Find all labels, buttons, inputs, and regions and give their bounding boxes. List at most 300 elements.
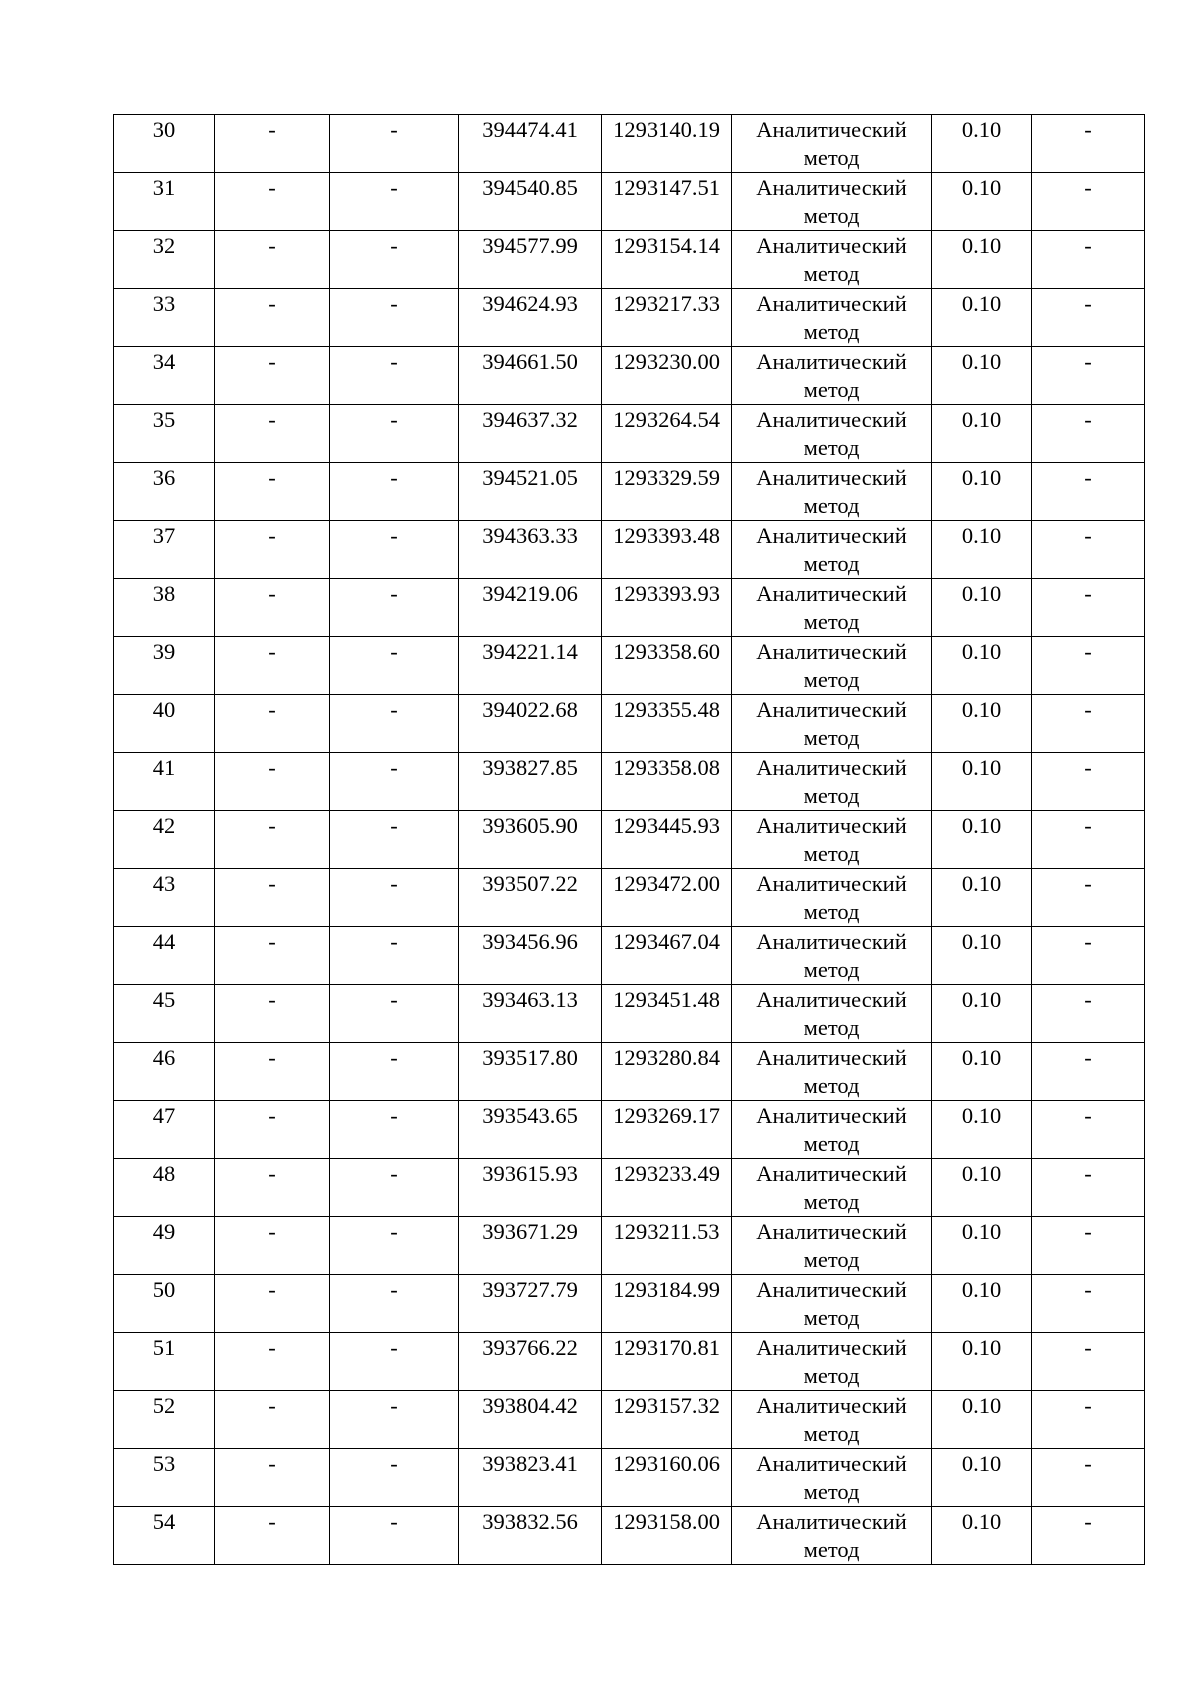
cell-text: Аналитический метод <box>756 407 907 460</box>
accuracy-cell <box>932 347 1032 405</box>
method-cell <box>732 1217 932 1275</box>
empty-cell-a <box>215 985 330 1043</box>
empty-cell-b <box>330 231 459 289</box>
method-cell <box>732 753 932 811</box>
empty-cell-b <box>330 347 459 405</box>
y-coordinate-cell <box>602 869 732 927</box>
point-number-cell <box>114 231 215 289</box>
cell-text: Аналитический метод <box>756 755 907 808</box>
cell-text: 393827.85 <box>482 755 578 780</box>
cell-text: Аналитический метод <box>756 117 907 170</box>
method-cell <box>732 1449 932 1507</box>
y-coordinate-cell <box>602 927 732 985</box>
empty-cell-b <box>330 695 459 753</box>
cell-text: - <box>1084 233 1092 258</box>
cell-text: 394022.68 <box>482 697 578 722</box>
accuracy-cell <box>932 1507 1032 1565</box>
point-number-cell <box>114 1159 215 1217</box>
x-coordinate-cell <box>459 115 602 173</box>
cell-text: 0.10 <box>961 755 1002 780</box>
accuracy-cell <box>932 1333 1032 1391</box>
empty-cell-c <box>1032 1217 1145 1275</box>
empty-cell-c <box>1032 405 1145 463</box>
cell-text: Аналитический метод <box>756 233 907 286</box>
cell-text: 34 <box>152 349 176 374</box>
y-coordinate-cell <box>602 463 732 521</box>
table-row <box>114 173 1145 231</box>
cell-text: Аналитический метод <box>756 1451 907 1504</box>
cell-text: 0.10 <box>961 581 1002 606</box>
cell-text: Аналитический метод <box>756 987 907 1040</box>
cell-text: 393463.13 <box>482 987 578 1012</box>
cell-text: 393766.22 <box>482 1335 578 1360</box>
empty-cell-a <box>215 1101 330 1159</box>
cell-text: Аналитический метод <box>756 1509 907 1562</box>
cell-text: - <box>390 523 398 548</box>
coordinates-table-body <box>114 115 1145 1565</box>
method-cell <box>732 927 932 985</box>
empty-cell-c <box>1032 695 1145 753</box>
accuracy-cell <box>932 1043 1032 1101</box>
cell-text: 394521.05 <box>482 465 578 490</box>
x-coordinate-cell <box>459 289 602 347</box>
cell-text: Аналитический метод <box>756 813 907 866</box>
empty-cell-a <box>215 1391 330 1449</box>
cell-text: Аналитический метод <box>756 465 907 518</box>
cell-text: Аналитический метод <box>756 697 907 750</box>
x-coordinate-cell <box>459 695 602 753</box>
table-row <box>114 695 1145 753</box>
cell-text: - <box>390 291 398 316</box>
method-cell <box>732 1043 932 1101</box>
method-cell <box>732 869 932 927</box>
method-cell <box>732 1333 932 1391</box>
cell-text: 1293160.06 <box>613 1451 720 1476</box>
cell-text: - <box>1084 465 1092 490</box>
accuracy-cell <box>932 869 1032 927</box>
cell-text: - <box>1084 523 1092 548</box>
y-coordinate-cell <box>602 1391 732 1449</box>
cell-text: 37 <box>152 523 176 548</box>
cell-text: - <box>268 1161 276 1186</box>
x-coordinate-cell <box>459 231 602 289</box>
method-cell <box>732 1275 932 1333</box>
method-cell <box>732 405 932 463</box>
empty-cell-c <box>1032 231 1145 289</box>
cell-text: 1293147.51 <box>613 175 720 200</box>
empty-cell-b <box>330 1333 459 1391</box>
y-coordinate-cell <box>602 1275 732 1333</box>
cell-text: 0.10 <box>961 1219 1002 1244</box>
cell-text: - <box>1084 117 1092 142</box>
empty-cell-c <box>1032 173 1145 231</box>
cell-text: 40 <box>152 697 176 722</box>
empty-cell-b <box>330 405 459 463</box>
cell-text: 43 <box>152 871 176 896</box>
cell-text: 0.10 <box>961 1277 1002 1302</box>
empty-cell-a <box>215 405 330 463</box>
empty-cell-c <box>1032 753 1145 811</box>
cell-text: 0.10 <box>961 291 1002 316</box>
cell-text: - <box>268 1393 276 1418</box>
method-cell <box>732 347 932 405</box>
x-coordinate-cell <box>459 463 602 521</box>
cell-text: - <box>268 929 276 954</box>
method-cell <box>732 637 932 695</box>
table-row <box>114 1507 1145 1565</box>
point-number-cell <box>114 985 215 1043</box>
empty-cell-c <box>1032 579 1145 637</box>
point-number-cell <box>114 1507 215 1565</box>
table-row <box>114 811 1145 869</box>
cell-text: 0.10 <box>961 349 1002 374</box>
point-number-cell <box>114 811 215 869</box>
cell-text: 0.10 <box>961 175 1002 200</box>
empty-cell-c <box>1032 811 1145 869</box>
x-coordinate-cell <box>459 1101 602 1159</box>
cell-text: 1293158.00 <box>613 1509 720 1534</box>
cell-text: - <box>268 465 276 490</box>
cell-text: 32 <box>152 233 176 258</box>
cell-text: 1293280.84 <box>613 1045 720 1070</box>
empty-cell-b <box>330 173 459 231</box>
y-coordinate-cell <box>602 753 732 811</box>
y-coordinate-cell <box>602 811 732 869</box>
cell-text: 1293269.17 <box>613 1103 720 1128</box>
cell-text: 0.10 <box>961 1393 1002 1418</box>
accuracy-cell <box>932 463 1032 521</box>
cell-text: - <box>1084 1045 1092 1070</box>
cell-text: 1293393.93 <box>613 581 720 606</box>
method-cell <box>732 463 932 521</box>
empty-cell-b <box>330 753 459 811</box>
empty-cell-b <box>330 1217 459 1275</box>
cell-text: 393517.80 <box>482 1045 578 1070</box>
empty-cell-c <box>1032 1275 1145 1333</box>
cell-text: 1293170.81 <box>613 1335 720 1360</box>
cell-text: 45 <box>152 987 176 1012</box>
empty-cell-a <box>215 579 330 637</box>
empty-cell-c <box>1032 637 1145 695</box>
cell-text: 46 <box>152 1045 176 1070</box>
empty-cell-a <box>215 1333 330 1391</box>
table-row <box>114 115 1145 173</box>
point-number-cell <box>114 1275 215 1333</box>
method-cell <box>732 521 932 579</box>
cell-text: - <box>268 291 276 316</box>
empty-cell-b <box>330 289 459 347</box>
empty-cell-a <box>215 173 330 231</box>
cell-text: 1293154.14 <box>613 233 720 258</box>
cell-text: 33 <box>152 291 176 316</box>
cell-text: 1293329.59 <box>613 465 720 490</box>
cell-text: - <box>268 523 276 548</box>
empty-cell-b <box>330 521 459 579</box>
empty-cell-b <box>330 1507 459 1565</box>
accuracy-cell <box>932 173 1032 231</box>
empty-cell-c <box>1032 347 1145 405</box>
table-row <box>114 1449 1145 1507</box>
accuracy-cell <box>932 1391 1032 1449</box>
empty-cell-b <box>330 1449 459 1507</box>
table-row <box>114 405 1145 463</box>
table-row <box>114 1333 1145 1391</box>
x-coordinate-cell <box>459 869 602 927</box>
cell-text: - <box>1084 1509 1092 1534</box>
y-coordinate-cell <box>602 347 732 405</box>
table-row <box>114 231 1145 289</box>
cell-text: - <box>390 465 398 490</box>
cell-text: 394661.50 <box>482 349 578 374</box>
empty-cell-c <box>1032 927 1145 985</box>
cell-text: - <box>268 233 276 258</box>
cell-text: - <box>268 1103 276 1128</box>
table-row <box>114 347 1145 405</box>
point-number-cell <box>114 927 215 985</box>
point-number-cell <box>114 869 215 927</box>
x-coordinate-cell <box>459 927 602 985</box>
cell-text: 1293358.08 <box>613 755 720 780</box>
empty-cell-b <box>330 579 459 637</box>
cell-text: 41 <box>152 755 176 780</box>
cell-text: 0.10 <box>961 697 1002 722</box>
cell-text: 1293358.60 <box>613 639 720 664</box>
cell-text: 393804.42 <box>482 1393 578 1418</box>
cell-text: 394540.85 <box>482 175 578 200</box>
empty-cell-a <box>215 1159 330 1217</box>
cell-text: - <box>268 987 276 1012</box>
cell-text: 1293140.19 <box>613 117 720 142</box>
empty-cell-c <box>1032 1333 1145 1391</box>
cell-text: - <box>1084 1161 1092 1186</box>
method-cell <box>732 1101 932 1159</box>
cell-text: - <box>268 755 276 780</box>
cell-text: - <box>268 1451 276 1476</box>
cell-text: - <box>390 349 398 374</box>
cell-text: 0.10 <box>961 1103 1002 1128</box>
cell-text: - <box>1084 175 1092 200</box>
cell-text: - <box>268 581 276 606</box>
cell-text: Аналитический метод <box>756 1219 907 1272</box>
cell-text: 31 <box>152 175 176 200</box>
empty-cell-b <box>330 811 459 869</box>
y-coordinate-cell <box>602 637 732 695</box>
empty-cell-b <box>330 1275 459 1333</box>
cell-text: - <box>268 349 276 374</box>
cell-text: - <box>390 987 398 1012</box>
point-number-cell <box>114 463 215 521</box>
cell-text: 0.10 <box>961 523 1002 548</box>
y-coordinate-cell <box>602 1449 732 1507</box>
cell-text: - <box>390 755 398 780</box>
cell-text: 1293217.33 <box>613 291 720 316</box>
cell-text: - <box>390 1219 398 1244</box>
cell-text: - <box>268 813 276 838</box>
cell-text: - <box>390 813 398 838</box>
accuracy-cell <box>932 1275 1032 1333</box>
method-cell <box>732 985 932 1043</box>
cell-text: 0.10 <box>961 639 1002 664</box>
method-cell <box>732 1507 932 1565</box>
y-coordinate-cell <box>602 695 732 753</box>
cell-text: - <box>390 697 398 722</box>
table-row <box>114 869 1145 927</box>
cell-text: 53 <box>152 1451 176 1476</box>
cell-text: - <box>1084 291 1092 316</box>
cell-text: 393615.93 <box>482 1161 578 1186</box>
table-row <box>114 1101 1145 1159</box>
y-coordinate-cell <box>602 1507 732 1565</box>
point-number-cell <box>114 347 215 405</box>
empty-cell-c <box>1032 521 1145 579</box>
cell-text: 394363.33 <box>482 523 578 548</box>
y-coordinate-cell <box>602 173 732 231</box>
cell-text: 394474.41 <box>482 117 578 142</box>
y-coordinate-cell <box>602 1159 732 1217</box>
empty-cell-a <box>215 1217 330 1275</box>
y-coordinate-cell <box>602 1217 732 1275</box>
cell-text: - <box>1084 639 1092 664</box>
cell-text: - <box>390 639 398 664</box>
cell-text: 30 <box>152 117 176 142</box>
x-coordinate-cell <box>459 1333 602 1391</box>
cell-text: 394624.93 <box>482 291 578 316</box>
cell-text: 54 <box>152 1509 176 1534</box>
y-coordinate-cell <box>602 231 732 289</box>
cell-text: 393823.41 <box>482 1451 578 1476</box>
cell-text: - <box>390 1277 398 1302</box>
cell-text: 49 <box>152 1219 176 1244</box>
cell-text: 394577.99 <box>482 233 578 258</box>
method-cell <box>732 1159 932 1217</box>
empty-cell-b <box>330 1043 459 1101</box>
empty-cell-a <box>215 1449 330 1507</box>
table-row <box>114 1159 1145 1217</box>
point-number-cell <box>114 579 215 637</box>
cell-text: - <box>268 871 276 896</box>
cell-text: 44 <box>152 929 176 954</box>
cell-text: 0.10 <box>961 1451 1002 1476</box>
empty-cell-b <box>330 637 459 695</box>
table-row <box>114 1217 1145 1275</box>
point-number-cell <box>114 1391 215 1449</box>
x-coordinate-cell <box>459 985 602 1043</box>
cell-text: Аналитический метод <box>756 1045 907 1098</box>
accuracy-cell <box>932 1159 1032 1217</box>
point-number-cell <box>114 1449 215 1507</box>
x-coordinate-cell <box>459 811 602 869</box>
cell-text: - <box>390 407 398 432</box>
empty-cell-b <box>330 1159 459 1217</box>
cell-text: - <box>268 175 276 200</box>
accuracy-cell <box>932 1449 1032 1507</box>
x-coordinate-cell <box>459 405 602 463</box>
cell-text: 0.10 <box>961 465 1002 490</box>
cell-text: 35 <box>152 407 176 432</box>
method-cell <box>732 173 932 231</box>
cell-text: Аналитический метод <box>756 175 907 228</box>
cell-text: - <box>1084 1393 1092 1418</box>
cell-text: 394221.14 <box>482 639 578 664</box>
cell-text: 393605.90 <box>482 813 578 838</box>
cell-text: - <box>1084 697 1092 722</box>
point-number-cell <box>114 1043 215 1101</box>
cell-text: - <box>1084 929 1092 954</box>
method-cell <box>732 1391 932 1449</box>
cell-text: 393832.56 <box>482 1509 578 1534</box>
empty-cell-b <box>330 1101 459 1159</box>
table-row <box>114 289 1145 347</box>
cell-text: 394637.32 <box>482 407 578 432</box>
cell-text: 48 <box>152 1161 176 1186</box>
cell-text: - <box>390 929 398 954</box>
point-number-cell <box>114 115 215 173</box>
cell-text: Аналитический метод <box>756 349 907 402</box>
table-row <box>114 579 1145 637</box>
accuracy-cell <box>932 985 1032 1043</box>
cell-text: - <box>390 1161 398 1186</box>
method-cell <box>732 231 932 289</box>
empty-cell-a <box>215 869 330 927</box>
cell-text: 1293467.04 <box>613 929 720 954</box>
cell-text: - <box>268 639 276 664</box>
cell-text: 1293393.48 <box>613 523 720 548</box>
cell-text: 0.10 <box>961 233 1002 258</box>
cell-text: - <box>390 871 398 896</box>
cell-text: - <box>268 117 276 142</box>
x-coordinate-cell <box>459 637 602 695</box>
cell-text: 0.10 <box>961 871 1002 896</box>
method-cell <box>732 579 932 637</box>
cell-text: 0.10 <box>961 1045 1002 1070</box>
cell-text: - <box>390 1509 398 1534</box>
cell-text: - <box>390 1451 398 1476</box>
point-number-cell <box>114 1333 215 1391</box>
point-number-cell <box>114 173 215 231</box>
cell-text: 0.10 <box>961 1161 1002 1186</box>
cell-text: - <box>390 1393 398 1418</box>
empty-cell-c <box>1032 1101 1145 1159</box>
empty-cell-c <box>1032 463 1145 521</box>
x-coordinate-cell <box>459 347 602 405</box>
cell-text: - <box>268 1509 276 1534</box>
empty-cell-c <box>1032 115 1145 173</box>
empty-cell-a <box>215 1507 330 1565</box>
cell-text: 0.10 <box>961 813 1002 838</box>
point-number-cell <box>114 289 215 347</box>
empty-cell-a <box>215 1043 330 1101</box>
cell-text: - <box>1084 813 1092 838</box>
accuracy-cell <box>932 927 1032 985</box>
cell-text: Аналитический метод <box>756 929 907 982</box>
cell-text: - <box>1084 1335 1092 1360</box>
cell-text: - <box>1084 755 1092 780</box>
accuracy-cell <box>932 405 1032 463</box>
empty-cell-c <box>1032 289 1145 347</box>
empty-cell-a <box>215 811 330 869</box>
empty-cell-a <box>215 115 330 173</box>
point-number-cell <box>114 521 215 579</box>
accuracy-cell <box>932 1101 1032 1159</box>
cell-text: 394219.06 <box>482 581 578 606</box>
cell-text: Аналитический метод <box>756 1103 907 1156</box>
empty-cell-a <box>215 927 330 985</box>
empty-cell-b <box>330 927 459 985</box>
cell-text: 393727.79 <box>482 1277 578 1302</box>
x-coordinate-cell <box>459 753 602 811</box>
empty-cell-c <box>1032 1159 1145 1217</box>
cell-text: - <box>390 117 398 142</box>
